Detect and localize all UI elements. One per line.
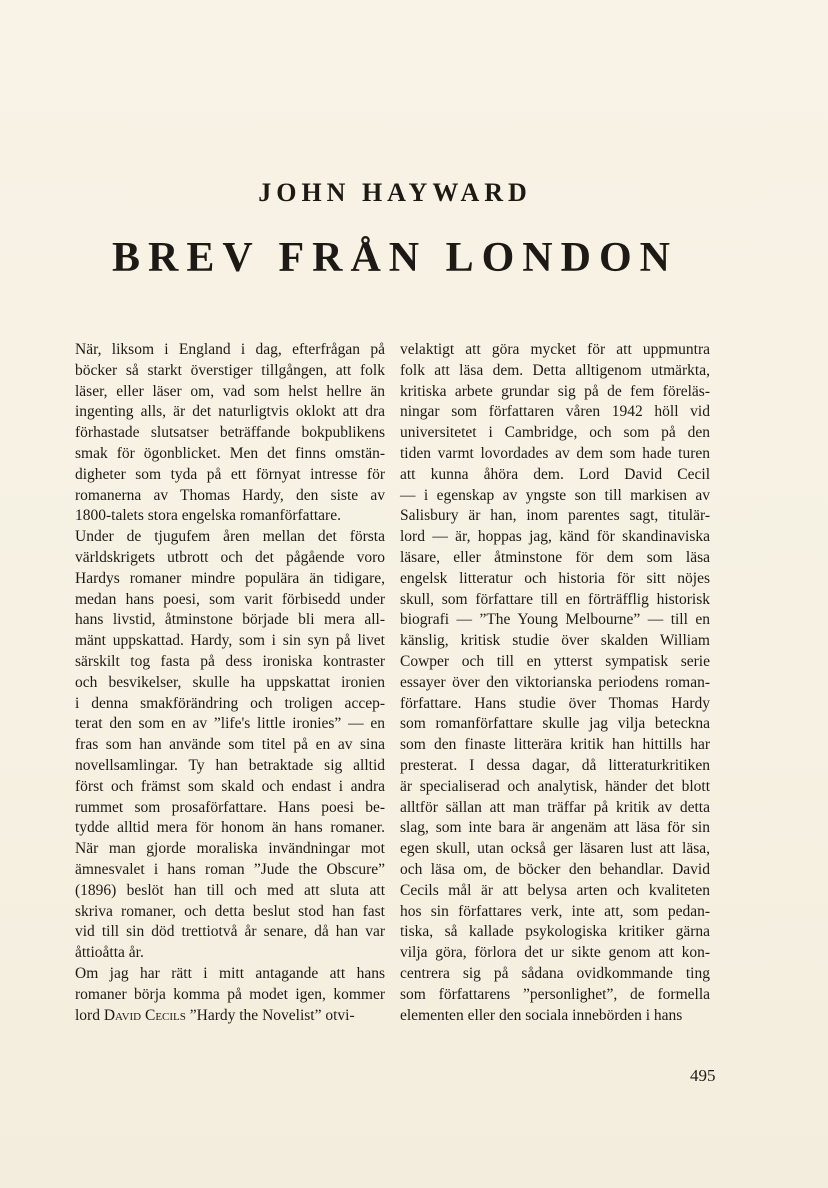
- text-line: ämnesvalet i hans roman ”Jude the Obscure”: [75, 860, 385, 878]
- text-line: romaner börja komma på modet igen, kommer: [75, 985, 385, 1003]
- text-line: Salisbury är han, inom parentes sagt, titulär-: [400, 507, 710, 525]
- text-line: lord David Cecils ”Hardy the Novelist” otvi-: [75, 1006, 355, 1024]
- text-line: novellsamlingar. Ty han betraktade sig alltid: [75, 756, 385, 774]
- text-line: När, liksom i England i dag, efterfrågan på: [75, 341, 385, 358]
- author-name: JOHN HAYWARD: [258, 178, 532, 207]
- text-line: ningar som författaren våren 1942 höll vid: [400, 403, 710, 421]
- page-number: 495: [690, 1066, 716, 1085]
- text-line: särskilt tog fasta på dess ironiska kontraster: [75, 652, 385, 670]
- text-line: som författarens ”personlighet”, de formella: [400, 985, 710, 1003]
- text-line: folk att läsa dem. Detta alltigenom utmärkta,: [400, 361, 710, 379]
- text-line: känslig, kritisk studie över skalden William: [400, 632, 710, 650]
- text-line: alltför sällan att man träffar på kritik av detta: [400, 798, 710, 816]
- left-column: [75, 340, 385, 1026]
- text-line: engelsk litteratur och historia för sitt nöjes: [400, 569, 710, 587]
- text-line: lord — är, hoppas jag, känd för skandinaviska: [400, 528, 710, 546]
- text-line: (1896) beslöt han till och med att sluta att: [75, 881, 385, 899]
- text-line: tiden varmt lovordades av dem som hade turen: [400, 444, 710, 462]
- text-line: velaktigt att göra mycket för att uppmuntra: [400, 341, 710, 358]
- text-line: vid till sin död trettiotvå år senare, då han var: [75, 923, 385, 941]
- text-line: rummet som prosaförfattare. Hans poesi be-: [75, 798, 385, 816]
- text-line: böcker så starkt överstiger tillgången, att folk: [75, 361, 385, 379]
- text-line: är specialiserad och analytisk, händer det blott: [400, 777, 710, 795]
- text-line: ingenting alls, är det naturligtvis oklokt att dra: [75, 403, 385, 421]
- text-line: läsare, eller åtminstone för dem som läsa: [400, 548, 710, 566]
- text-line: kritiska arbete grundar sig på de fem föreläs-: [400, 382, 710, 400]
- text-line: tiska, så kallade psykologiska kritiker gärna: [400, 923, 710, 941]
- text-line: vilja göra, förlora det ur sikte genom att kon-: [400, 944, 710, 962]
- text-line: Om jag har rätt i mitt antagande att hans: [75, 964, 385, 982]
- text-line: läser, eller läser om, vad som helst hellre än: [75, 382, 385, 400]
- text-line: och besvikelser, skulle ha uppskattat ironien: [75, 673, 385, 691]
- text-line: essayer över den viktorianska periodens roman-: [400, 673, 710, 691]
- text-line: Under de tjugufem åren mellan det första: [75, 528, 385, 546]
- text-line: När man gjorde moraliska invändningar mot: [75, 840, 385, 858]
- text-line: medan hans poesi, som varit förbisedd under: [75, 590, 385, 608]
- text-line: författare. Hans studie över Thomas Hardy: [400, 694, 710, 712]
- text-line: Cowper och till en ytterst sympatisk serie: [400, 652, 710, 670]
- text-line: universitetet i Cambridge, och som på den: [400, 424, 710, 442]
- text-line: romanerna av Thomas Hardy, den siste av: [75, 486, 385, 504]
- text-line: Cecils mål är att belysa arten och kvaliteten: [400, 881, 710, 899]
- text-line: elementen eller den sociala innebörden i hans: [400, 1006, 683, 1024]
- text-line: tydde alltid mera för honom än hans romaner.: [75, 819, 385, 837]
- right-column: [400, 340, 710, 1026]
- text-line: och läsa om, de böcker den behandlar. David: [400, 860, 710, 878]
- text-line: som den finaste litterära kritik han hittills har: [400, 736, 710, 754]
- text-line: egen skull, utan också ger läsaren lust att läsa,: [400, 840, 710, 858]
- text-line: skull, som författare till en förträfflig historisk: [400, 590, 710, 608]
- text-line: fras som han använde som titel på en av sina: [75, 736, 385, 754]
- text-line: att kunna åhöra dem. Lord David Cecil: [400, 465, 710, 483]
- text-line: hos sin författares verk, inte att, som pedan-: [400, 902, 710, 920]
- text-line: mänt uppskattad. Hardy, som i sin syn på livet: [75, 632, 385, 650]
- text-line: biografi — ”The Young Melbourne” — till en: [400, 611, 710, 629]
- text-line: 1800-talets stora engelska romanförfattare.: [75, 507, 341, 525]
- text-line: digheter som tyda på ett förnyat intresse för: [75, 465, 385, 483]
- text-line: Hardys romaner mindre populära än tidigare,: [75, 569, 385, 587]
- text-line: presterat. I dessa dagar, då litteraturkritiken: [400, 756, 710, 774]
- text-line: förhastade slutsatser beträffande bokpublikens: [75, 424, 385, 442]
- text-line: slag, som inte bara är angenäm att läsa för sin: [400, 819, 710, 837]
- text-line: som romanförfattare skulle jag vilja beteckna: [400, 715, 710, 733]
- text-line: hans livstid, åtminstone började bli mera all-: [75, 611, 385, 629]
- article-title: BREV FRÅN LONDON: [112, 235, 678, 281]
- text-line: terat den som en av ”life's little ironies” — en: [75, 715, 385, 733]
- text-line: smak för ögonblicket. Men det finns omstän-: [75, 444, 385, 462]
- text-line: världskrigets utbrott och det pågående voro: [75, 548, 385, 566]
- text-line: skriva romaner, och detta beslut stod han fast: [75, 902, 385, 920]
- text-line: centrera sig på sådana ovidkommande ting: [400, 964, 710, 982]
- text-line: — i egenskap av yngste son till markisen av: [400, 486, 710, 504]
- text-line: i denna smakförändring och troligen accep-: [75, 694, 385, 712]
- text-line: åttioåtta år.: [75, 944, 144, 962]
- text-line: först och främst som skald och endast i andra: [75, 777, 385, 795]
